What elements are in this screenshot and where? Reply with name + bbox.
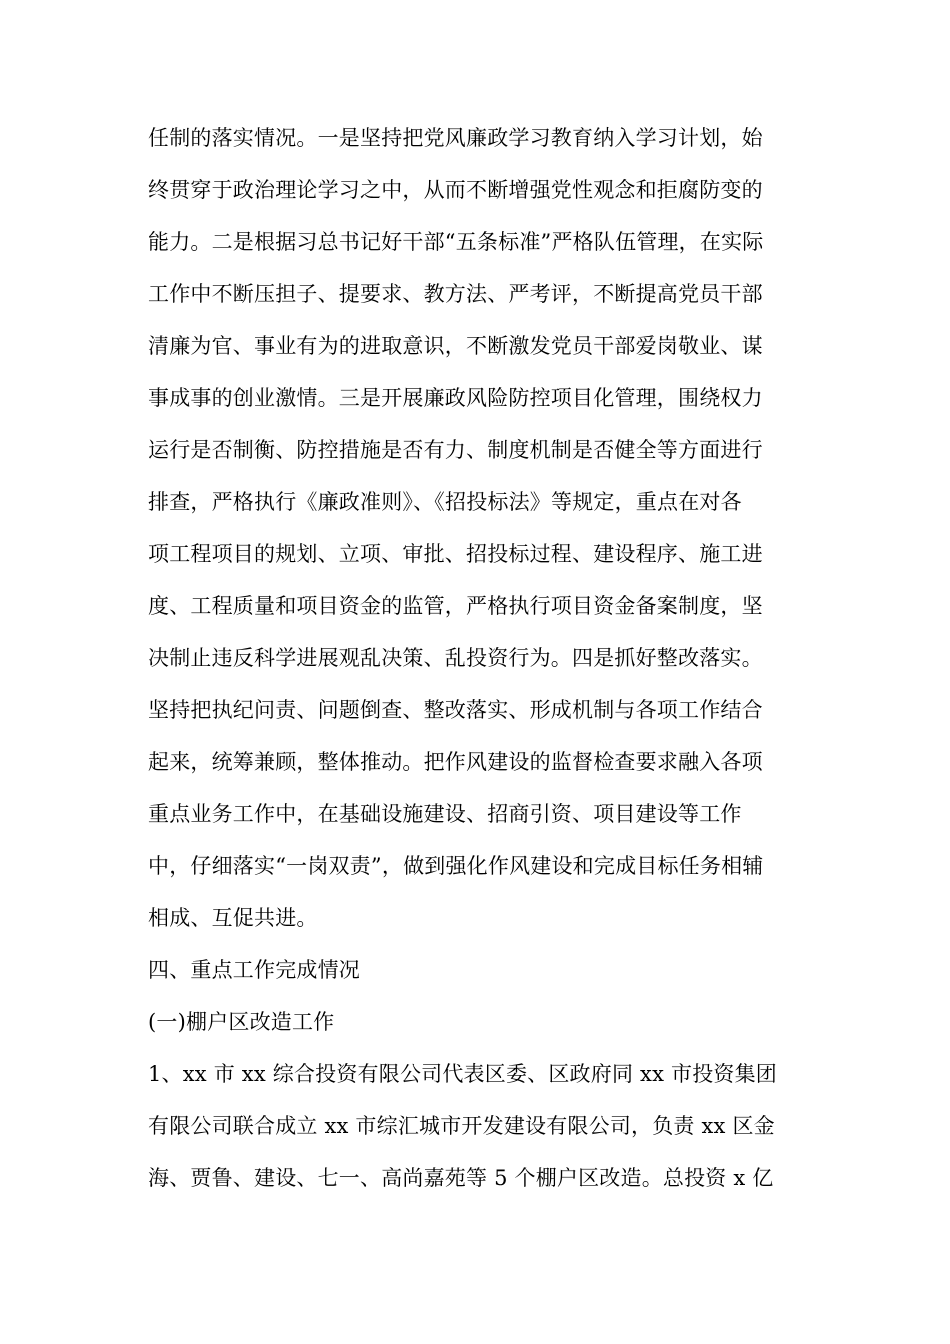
paragraph-line: 任制的落实情况。一是坚持把党风廉政学习教育纳入学习计划，始 xyxy=(148,126,763,150)
paragraph-line: 运行是否制衡、防控措施是否有力、制度机制是否健全等方面进行 xyxy=(148,438,763,462)
paragraph-line: 海、贾鲁、建设、七一、高尚嘉苑等 5 个棚户区改造。总投资 x 亿 xyxy=(148,1166,774,1190)
paragraph-line: 度、工程质量和项目资金的监管，严格执行项目资金备案制度，坚 xyxy=(148,594,763,618)
paragraph-line: 工作中不断压担子、提要求、教方法、严考评，不断提高党员干部 xyxy=(148,282,763,306)
paragraph-line: 起来，统筹兼顾，整体推动。把作风建设的监督检查要求融入各项 xyxy=(148,750,763,774)
paragraph-line: 事成事的创业激情。三是开展廉政风险防控项目化管理，围绕权力 xyxy=(148,386,763,410)
paragraph-line: 坚持把执纪问责、问题倒查、整改落实、形成机制与各项工作结合 xyxy=(148,698,763,722)
paragraph-line: 项工程项目的规划、立项、审批、招投标过程、建设程序、施工进 xyxy=(148,542,763,566)
paragraph-line: 终贯穿于政治理论学习之中，从而不断增强党性观念和拒腐防变的 xyxy=(148,178,763,202)
paragraph-line: 中，仔细落实“一岗双责”，做到强化作风建设和完成目标任务相辅 xyxy=(148,854,764,878)
section-heading: 四、重点工作完成情况 xyxy=(148,958,360,982)
paragraph-line: 相成、互促共进。 xyxy=(148,906,318,930)
paragraph-line: 清廉为官、事业有为的进取意识，不断激发党员干部爱岗敬业、谋 xyxy=(148,334,763,358)
paragraph-line: 排查，严格执行《廉政准则》、《招投标法》等规定，重点在对各 xyxy=(148,490,742,514)
paragraph-line: 有限公司联合成立 xx 市综汇城市开发建设有限公司，负责 xx 区金 xyxy=(148,1114,775,1138)
paragraph-line: 决制止违反科学进展观乱决策、乱投资行为。四是抓好整改落实。 xyxy=(148,646,763,670)
subsection-heading: (一)棚户区改造工作 xyxy=(148,1010,335,1034)
paragraph-line: 重点业务工作中，在基础设施建设、招商引资、项目建设等工作 xyxy=(148,802,742,826)
paragraph-line: 1、xx 市 xx 综合投资有限公司代表区委、区政府同 xx 市投资集团 xyxy=(148,1062,777,1086)
paragraph-line: 能力。二是根据习总书记好干部“五条标准”严格队伍管理，在实际 xyxy=(148,230,764,254)
